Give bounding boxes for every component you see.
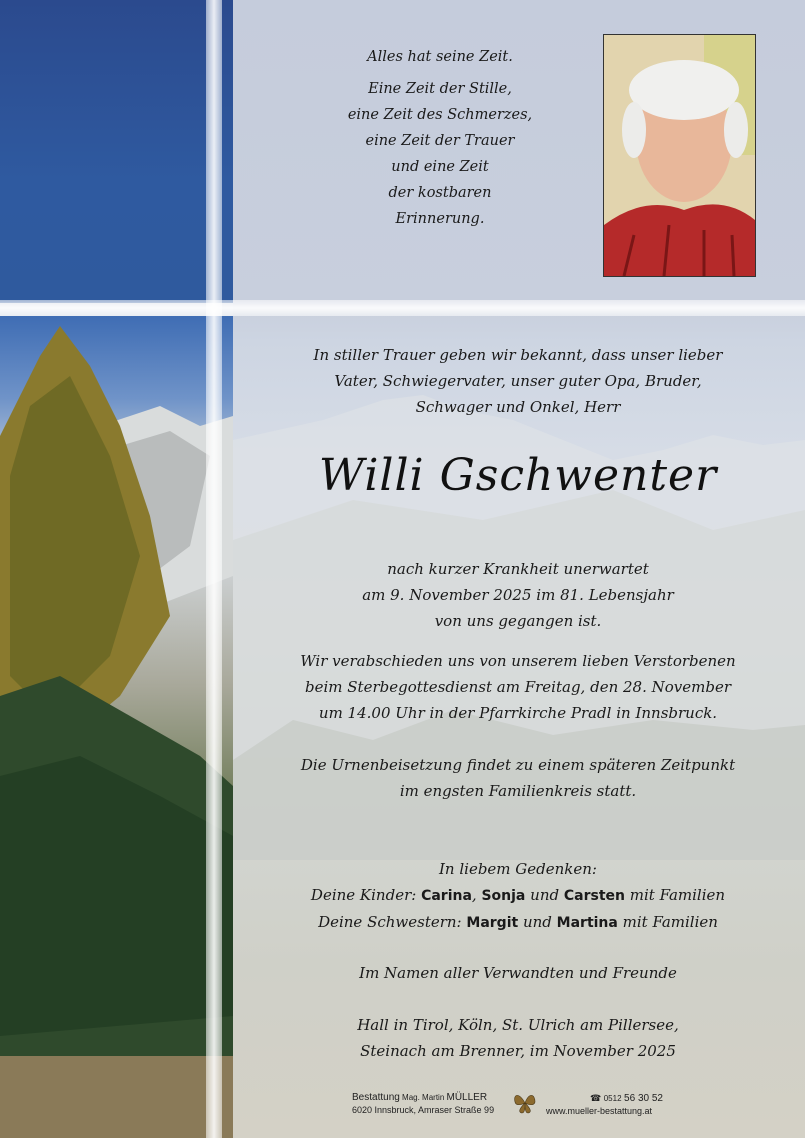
poem-line: eine Zeit des Schmerzes,: [347, 107, 533, 123]
death-text: [258, 556, 778, 634]
sister-name: Margit: [466, 915, 519, 931]
burial-text: [258, 752, 778, 804]
memory-text: [258, 856, 778, 936]
child-name: Carina: [421, 888, 472, 904]
intro-line: In stiller Trauer geben wir bekannt, dass unser lieber: [313, 346, 723, 364]
child-name: Sonja: [481, 888, 526, 904]
service-line: Wir verabschieden uns von unserem lieben Verstorbenen: [300, 652, 736, 670]
portrait-graphic: [604, 35, 755, 276]
poem-line: Alles hat seine Zeit.: [367, 49, 513, 65]
deceased-name: Willi Gschwenter: [318, 450, 718, 501]
landscape-graphic: [0, 316, 233, 1138]
website-link[interactable]: www.mueller-bestattung.at: [546, 1106, 653, 1116]
poem-line: Eine Zeit der Stille,: [368, 81, 512, 97]
burial-line: Die Urnenbeisetzung findet zu einem späteren Zeitpunkt: [300, 756, 736, 774]
poem-line: der kostbaren: [388, 185, 492, 201]
blue-panel: [0, 0, 233, 303]
children-line: Deine Kinder: Carina, Sonja und Carsten mit Familien: [310, 886, 726, 904]
service-line: um 14.00 Uhr in der Pfarrkirche Pradl in Innsbruck.: [318, 704, 718, 722]
places-line: Steinach am Brenner, im November 2025: [360, 1042, 676, 1060]
undertaker-address: 6020 Innsbruck, Amraser Straße 99: [352, 1105, 495, 1115]
poem-line: Erinnerung.: [395, 211, 485, 227]
undertaker-contact: [546, 1092, 663, 1117]
sister-name: Martina: [556, 915, 618, 931]
siblings-line: Deine Schwestern: Margit und Martina mit Familien: [318, 913, 718, 931]
phone-line: ☎ 0512 56 30 52: [590, 1093, 663, 1104]
portrait-photo: [603, 34, 756, 277]
memory-heading: In liebem Gedenken:: [439, 860, 597, 878]
death-line: von uns gegangen ist.: [434, 612, 602, 630]
intro-line: Schwager und Onkel, Herr: [415, 398, 621, 416]
service-text: [258, 648, 778, 726]
places-line: Hall in Tirol, Köln, St. Ulrich am Pillersee,: [357, 1016, 679, 1034]
child-name: Carsten: [563, 888, 625, 904]
left-background: [0, 0, 233, 1138]
cross-vertical-bar: [206, 0, 222, 1138]
undertaker-info: [352, 1092, 494, 1116]
intro-text: [258, 342, 778, 420]
death-line: am 9. November 2025 im 81. Lebensjahr: [362, 586, 674, 604]
burial-line: im engsten Familienkreis statt.: [399, 782, 637, 800]
cross-horizontal-bar: [0, 300, 805, 316]
landscape-photo: [0, 316, 233, 1138]
phone-icon: ☎: [590, 1093, 602, 1103]
poem-line: und eine Zeit: [391, 159, 489, 175]
undertaker-name: Bestattung Mag. Martin MÜLLER: [352, 1092, 488, 1103]
death-line: nach kurzer Krankheit unerwartet: [387, 560, 649, 578]
butterfly-icon: [513, 1092, 537, 1118]
places-text: [258, 1012, 778, 1064]
service-line: beim Sterbegottesdienst am Freitag, den 28. November: [305, 678, 731, 696]
relatives-text: Im Namen aller Verwandten und Freunde: [359, 964, 677, 982]
poem-line: eine Zeit der Trauer: [365, 133, 515, 149]
intro-line: Vater, Schwiegervater, unser guter Opa, Bruder,: [334, 372, 702, 390]
poem: [300, 44, 580, 232]
